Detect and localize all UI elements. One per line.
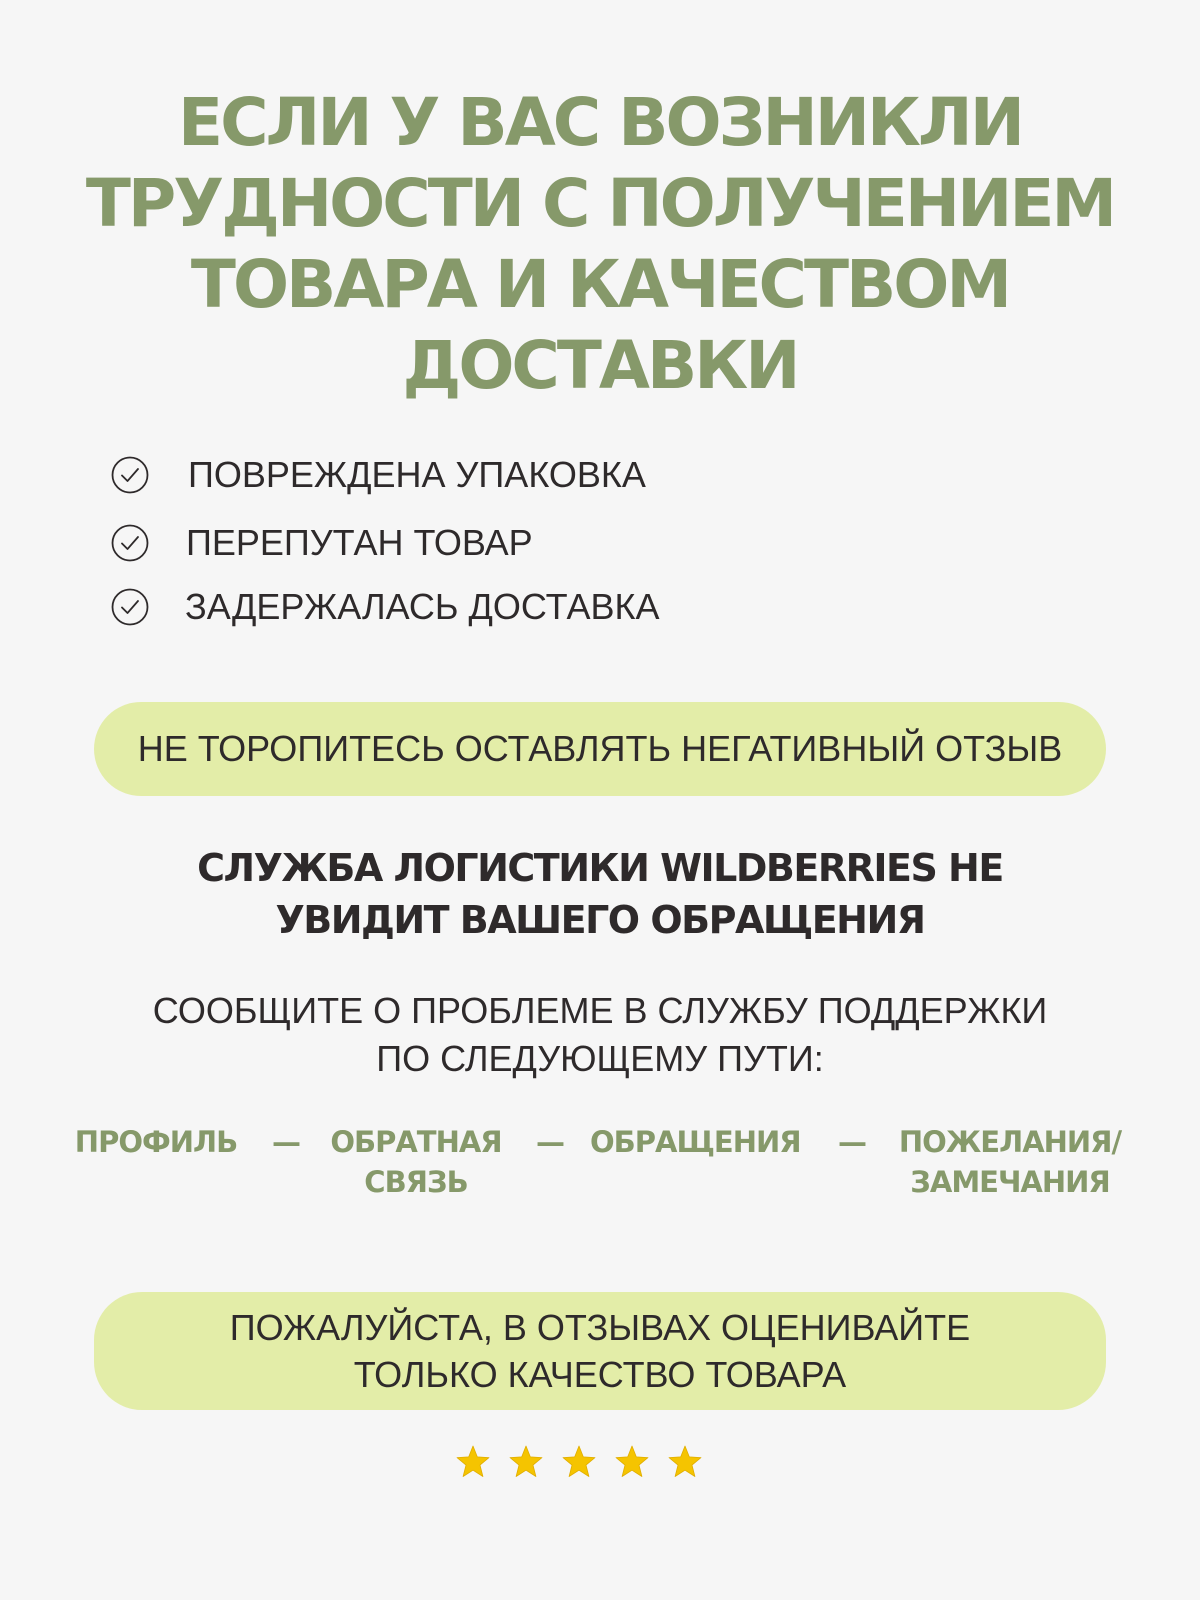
star-icon: [667, 1444, 703, 1480]
list-item: [110, 455, 646, 495]
heading-line: ТОВАРА И КАЧЕСТВОМ: [190, 246, 1010, 323]
path-step-label: ПРОФИЛЬ: [74, 1125, 238, 1159]
list-item: [110, 523, 533, 563]
check-circle-icon: [110, 455, 150, 495]
request-line: ТОЛЬКО КАЧЕСТВО ТОВАРА: [353, 1354, 847, 1395]
heading-line: ДОСТАВКИ: [402, 327, 798, 404]
path-step-label: ОБРАЩЕНИЯ: [590, 1125, 801, 1159]
issue-label: ЗАДЕРЖАЛАСЬ ДОСТАВКА: [185, 586, 660, 627]
star-icon: [614, 1444, 650, 1480]
path-separator: —: [838, 1125, 866, 1159]
instruction-line: СООБЩИТЕ О ПРОБЛЕМЕ В СЛУЖБУ ПОДДЕРЖКИ: [152, 990, 1048, 1031]
path-step-requests: [590, 1122, 800, 1162]
list-item: [110, 587, 659, 627]
support-path: [0, 1122, 1200, 1212]
issue-label: ПОВРЕЖДЕНА УПАКОВКА: [188, 454, 646, 495]
logistics-notice: [0, 842, 1200, 946]
path-separator: —: [272, 1125, 300, 1159]
request-line: ПОЖАЛУЙСТА, В ОТЗЫВАХ ОЦЕНИВАЙТЕ: [229, 1307, 971, 1348]
path-separator: —: [536, 1125, 564, 1159]
issue-label: ПЕРЕПУТАН ТОВАР: [186, 522, 533, 563]
star-icon: [561, 1444, 597, 1480]
notice-line: УВИДИТ ВАШЕГО ОБРАЩЕНИЯ: [275, 898, 925, 942]
path-step-suggestions: [890, 1122, 1130, 1202]
check-circle-icon: [110, 587, 150, 627]
path-step-profile: [70, 1122, 242, 1162]
notice-line: СЛУЖБА ЛОГИСТИКИ WILDBERRIES НЕ: [197, 846, 1003, 890]
path-step-feedback: [326, 1122, 506, 1202]
warning-banner: НЕ ТОРОПИТЕСЬ ОСТАВЛЯТЬ НЕГАТИВНЫЙ ОТЗЫВ: [94, 702, 1106, 796]
heading-line: ТРУДНОСТИ С ПОЛУЧЕНИЕМ: [85, 165, 1115, 242]
path-step-label: СВЯЗЬ: [364, 1165, 468, 1199]
path-step-label: ПОЖЕЛАНИЯ/: [898, 1125, 1122, 1159]
request-banner: [94, 1292, 1106, 1410]
star-rating: [455, 1444, 745, 1484]
star-icon: [508, 1444, 544, 1480]
check-circle-icon: [110, 523, 150, 563]
heading-line: ЕСЛИ У ВАС ВОЗНИКЛИ: [178, 84, 1022, 161]
path-step-label: ЗАМЕЧАНИЯ: [910, 1165, 1110, 1199]
main-heading: [0, 82, 1200, 406]
instruction-line: ПО СЛЕДУЮЩЕМУ ПУТИ:: [376, 1038, 824, 1079]
star-icon: [455, 1444, 491, 1480]
support-instruction: [0, 987, 1200, 1083]
path-step-label: ОБРАТНАЯ: [330, 1125, 502, 1159]
